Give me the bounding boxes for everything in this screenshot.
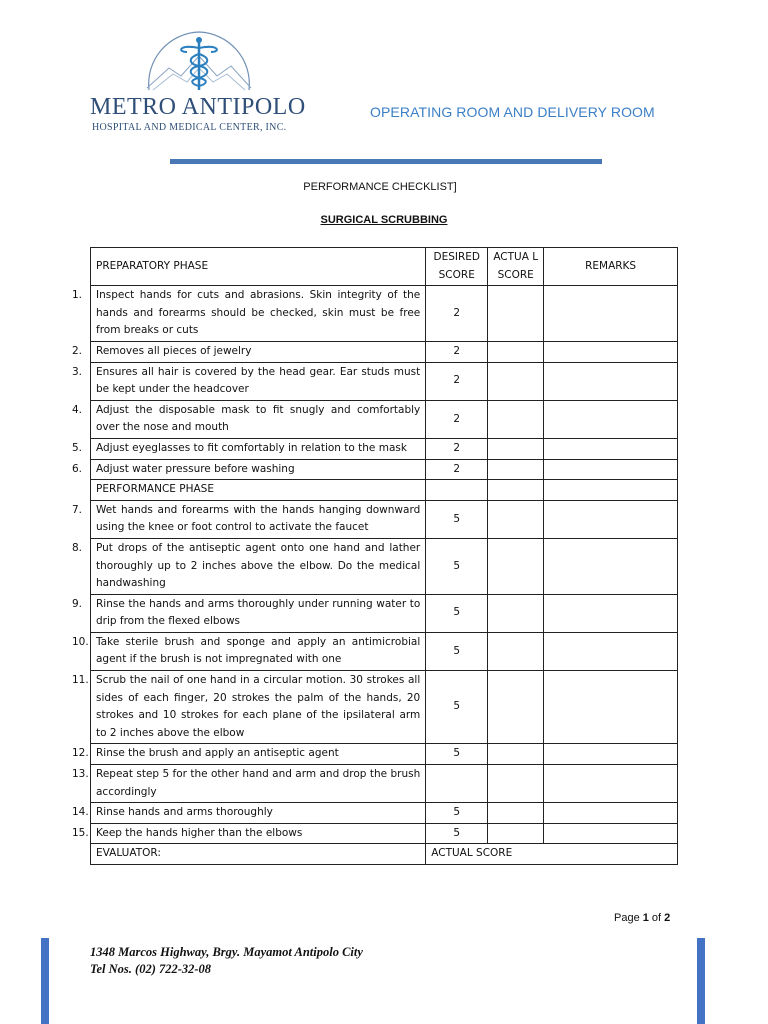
step-description <box>72 594 426 632</box>
step-text: Wet hands and forearms with the hands hanging downward using the knee or foot control to activate the faucet <box>96 503 421 534</box>
step-description <box>72 362 426 400</box>
step-number: 1. <box>72 289 83 302</box>
logo-name: METRO ANTIPOLO <box>90 94 306 120</box>
desired-score-cell: 2 <box>426 286 488 342</box>
header-remarks: REMARKS <box>544 248 678 286</box>
step-number: 12. <box>72 747 89 760</box>
table-row <box>91 803 678 824</box>
actual-score-cell[interactable] <box>488 500 544 538</box>
table-row <box>91 286 678 342</box>
remarks-cell[interactable] <box>544 594 678 632</box>
desired-score-cell <box>426 765 488 803</box>
table-row <box>91 459 678 480</box>
empty-cell <box>488 480 544 501</box>
remarks-cell[interactable] <box>544 671 678 744</box>
step-text: Rinse the hands and arms thoroughly under running water to drip from the flexed elbows <box>96 597 421 628</box>
step-number: 14. <box>72 806 89 819</box>
remarks-cell[interactable] <box>544 341 678 362</box>
table-row <box>91 632 678 670</box>
step-number: 4. <box>72 403 83 416</box>
step-text: Rinse the brush and apply an antiseptic agent <box>96 747 339 760</box>
step-description <box>72 341 426 362</box>
remarks-cell[interactable] <box>544 362 678 400</box>
step-number: 7. <box>72 503 83 516</box>
actual-score-cell[interactable] <box>488 744 544 765</box>
step-text: Adjust water pressure before washing <box>96 462 295 475</box>
step-description <box>72 400 426 438</box>
footer-telephone: Tel Nos. (02) 722-32-08 <box>90 962 212 976</box>
table-row <box>91 744 678 765</box>
step-text: Put drops of the antiseptic agent onto one hand and lather thoroughly up to 2 inches above the elbow. Do the medical handwashing <box>96 541 421 590</box>
step-description <box>72 459 426 480</box>
page-total: 2 <box>664 912 671 924</box>
step-number: 15. <box>72 826 89 839</box>
step-number: 10. <box>72 635 89 648</box>
actual-score-cell[interactable] <box>488 400 544 438</box>
step-number: 6. <box>72 462 83 475</box>
step-text: Adjust eyeglasses to fit comfortably in relation to the mask <box>96 441 407 454</box>
remarks-cell[interactable] <box>544 459 678 480</box>
step-number: 5. <box>72 441 83 454</box>
desired-score-cell: 2 <box>426 400 488 438</box>
desired-score-cell: 2 <box>426 459 488 480</box>
step-description <box>72 671 426 744</box>
evaluator-label: EVALUATOR: <box>91 844 426 865</box>
step-text: Rinse hands and arms thoroughly <box>96 806 273 819</box>
table-row <box>91 362 678 400</box>
step-text: Keep the hands higher than the elbows <box>96 826 303 839</box>
header-divider <box>170 159 602 164</box>
table-row <box>91 438 678 459</box>
remarks-cell[interactable] <box>544 538 678 594</box>
step-description <box>72 500 426 538</box>
table-row <box>91 400 678 438</box>
empty-cell <box>426 480 488 501</box>
step-description <box>72 803 426 824</box>
footer-right-bar <box>697 938 705 1024</box>
remarks-cell[interactable] <box>544 803 678 824</box>
actual-score-cell[interactable] <box>488 438 544 459</box>
step-text: Scrub the nail of one hand in a circular motion. 30 strokes all sides of each finger, 20 strokes the palm of the hands, 20 strokes and 10 strokes for each plane of the ipsilateral arm to 2 inches above the elbow <box>96 674 421 739</box>
desired-score-cell: 5 <box>426 594 488 632</box>
table-row <box>91 538 678 594</box>
document-title: PERFORMANCE CHECKLIST] <box>303 181 457 193</box>
table-row <box>91 500 678 538</box>
remarks-cell[interactable] <box>544 744 678 765</box>
actual-score-label: ACTUAL SCORE <box>426 844 678 865</box>
actual-score-cell[interactable] <box>488 671 544 744</box>
logo-subtitle: HOSPITAL AND MEDICAL CENTER, INC. <box>92 122 287 133</box>
actual-score-cell[interactable] <box>488 341 544 362</box>
actual-score-cell[interactable] <box>488 362 544 400</box>
table-header-row <box>91 248 678 286</box>
document-subtitle: SURGICAL SCRUBBING <box>320 214 448 226</box>
step-description <box>72 765 426 803</box>
table-row <box>91 594 678 632</box>
footer-address: 1348 Marcos Highway, Brgy. Mayamot Antipolo City <box>90 945 363 959</box>
page-number <box>614 912 670 924</box>
table-row <box>91 765 678 803</box>
remarks-cell[interactable] <box>544 438 678 459</box>
actual-score-cell[interactable] <box>488 538 544 594</box>
header-preparatory-phase: PREPARATORY PHASE <box>91 248 426 286</box>
table-row <box>91 823 678 844</box>
actual-score-cell[interactable] <box>488 632 544 670</box>
actual-score-cell[interactable] <box>488 459 544 480</box>
desired-score-cell: 2 <box>426 362 488 400</box>
step-description <box>72 538 426 594</box>
step-text: Removes all pieces of jewelry <box>96 344 252 357</box>
header-desired-score: DESIRED SCORE <box>426 248 488 286</box>
desired-score-cell: 5 <box>426 538 488 594</box>
page-current: 1 <box>642 912 649 924</box>
actual-score-cell[interactable] <box>488 286 544 342</box>
performance-phase-row <box>91 480 678 501</box>
actual-score-cell[interactable] <box>488 765 544 803</box>
header-actual-score: ACTUA L SCORE <box>488 248 544 286</box>
remarks-cell[interactable] <box>544 632 678 670</box>
department-title: OPERATING ROOM AND DELIVERY ROOM <box>370 104 655 120</box>
desired-score-cell: 5 <box>426 823 488 844</box>
hospital-logo <box>84 28 309 136</box>
step-text: Repeat step 5 for the other hand and arm and drop the brush accordingly <box>96 768 421 798</box>
step-description <box>72 632 426 670</box>
table-row <box>91 671 678 744</box>
step-number: 3. <box>72 365 83 378</box>
desired-score-cell: 5 <box>426 500 488 538</box>
actual-score-cell[interactable] <box>488 823 544 844</box>
step-text: Ensures all hair is covered by the head gear. Ear studs must be kept under the headcover <box>96 365 421 396</box>
step-text: Take sterile brush and sponge and apply an antimicrobial agent if the brush is not impregnated with one <box>96 635 421 666</box>
performance-phase-label: PERFORMANCE PHASE <box>91 480 426 501</box>
step-number: 11. <box>72 674 89 687</box>
remarks-cell[interactable] <box>544 286 678 342</box>
step-description <box>72 744 426 765</box>
remarks-cell[interactable] <box>544 500 678 538</box>
caduceus-icon <box>139 28 259 94</box>
step-description <box>72 286 426 342</box>
step-number: 2. <box>72 344 83 357</box>
checklist-table <box>72 247 678 865</box>
evaluator-row <box>91 844 678 865</box>
desired-score-cell: 5 <box>426 671 488 744</box>
desired-score-cell: 2 <box>426 341 488 362</box>
step-number: 9. <box>72 597 83 610</box>
step-description <box>72 823 426 844</box>
page-prefix: Page <box>614 912 643 924</box>
remarks-cell[interactable] <box>544 823 678 844</box>
remarks-cell[interactable] <box>544 400 678 438</box>
desired-score-cell: 5 <box>426 744 488 765</box>
remarks-cell[interactable] <box>544 765 678 803</box>
desired-score-cell: 5 <box>426 803 488 824</box>
desired-score-cell: 2 <box>426 438 488 459</box>
footer-left-bar <box>41 938 49 1024</box>
desired-score-cell: 5 <box>426 632 488 670</box>
table-row <box>91 341 678 362</box>
step-text: Adjust the disposable mask to fit snugly and comfortably over the nose and mouth <box>96 403 421 434</box>
step-description <box>72 438 426 459</box>
actual-score-cell[interactable] <box>488 594 544 632</box>
step-text: Inspect hands for cuts and abrasions. Skin integrity of the hands and forearms should be checked, skin must be free from breaks or cuts <box>96 289 421 337</box>
actual-score-cell[interactable] <box>488 803 544 824</box>
empty-cell <box>544 480 678 501</box>
step-number: 8. <box>72 541 83 554</box>
step-number: 13. <box>72 768 89 781</box>
page-of: of <box>648 912 665 924</box>
